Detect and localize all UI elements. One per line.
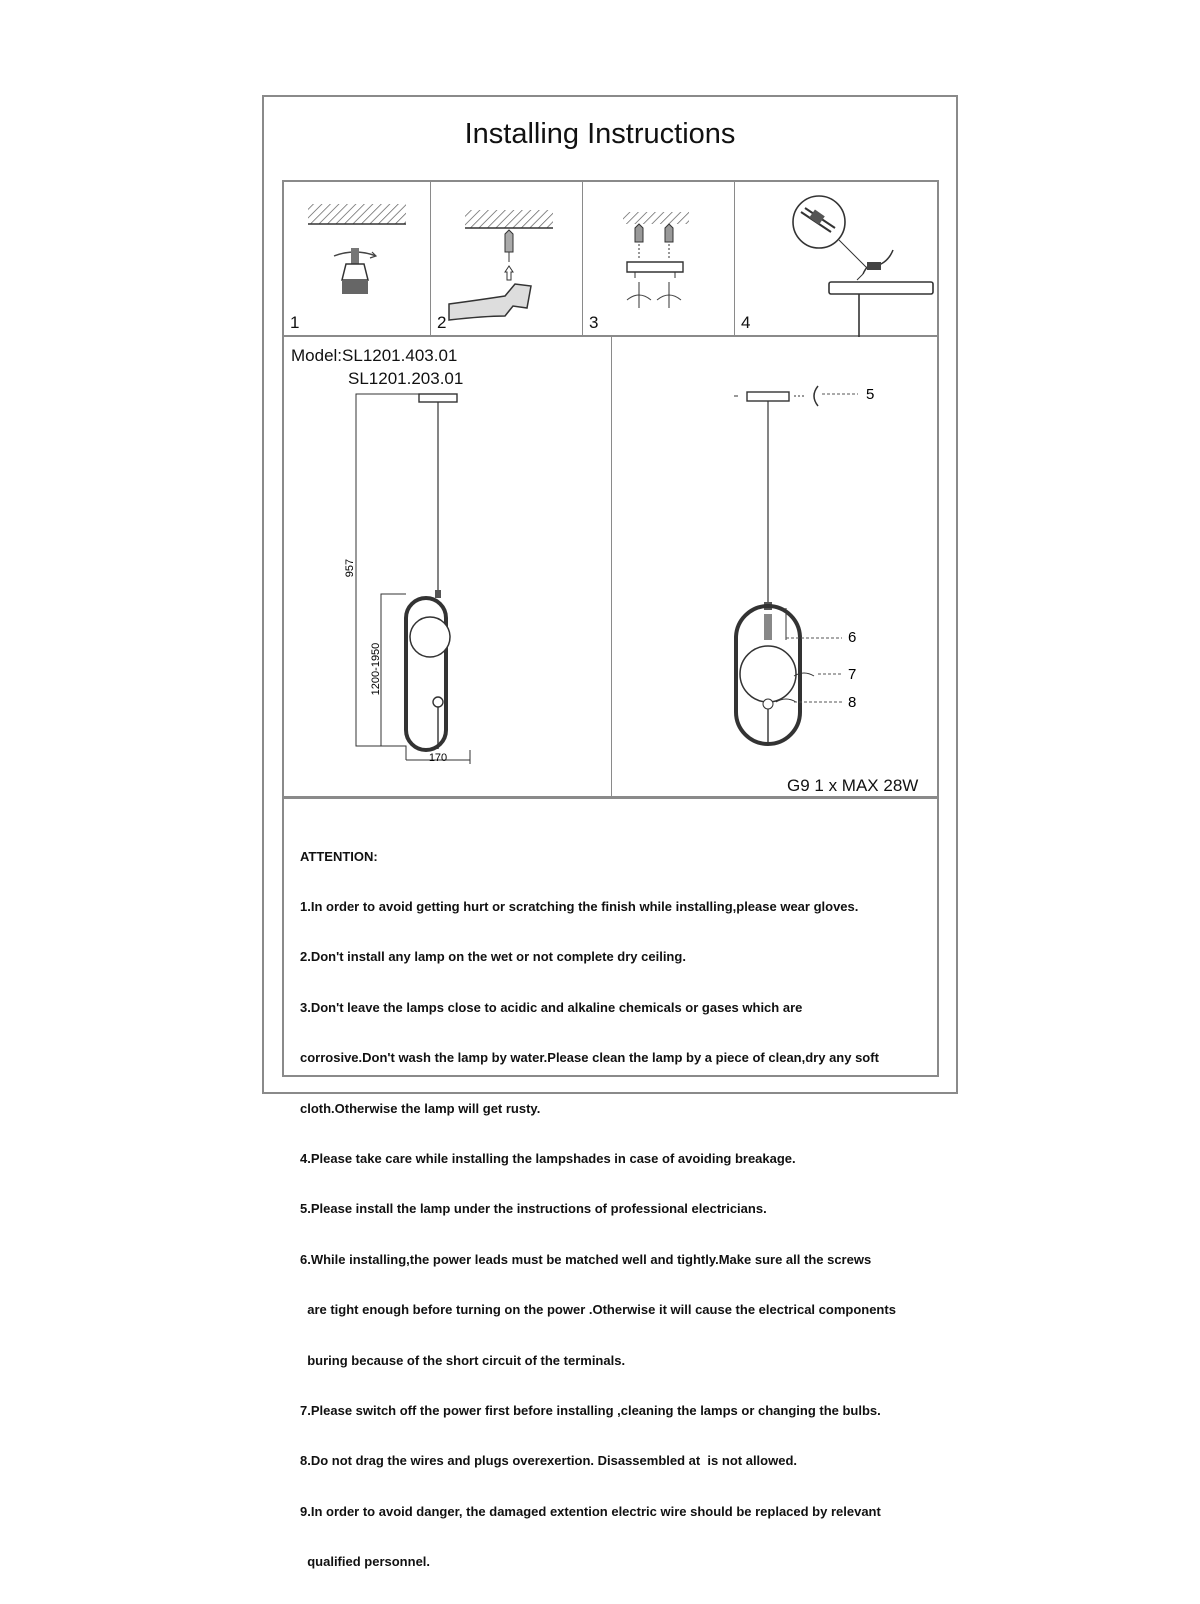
step-1-panel: [284, 182, 431, 335]
attention-line: qualified personnel.: [300, 1554, 431, 1570]
attention-line: 5.Please install the lamp under the instructions of professional electricians.: [300, 1201, 767, 1217]
attention-line: 9.In order to avoid danger, the damaged extention electric wire should be replaced by relevant: [300, 1503, 881, 1519]
step-number: 1: [290, 313, 300, 332]
globe-shade: [410, 617, 450, 657]
callout-5: 5: [866, 386, 875, 403]
step-2-panel: [431, 182, 583, 335]
step-4-panel: [735, 182, 937, 335]
hammer-anchor-icon: [431, 182, 583, 337]
step-number: 2: [437, 313, 447, 332]
model-number: Model:SL1201.403.01: [291, 346, 458, 365]
canopy-shape: [419, 394, 457, 402]
attention-line: are tight enough before turning on the power .Otherwise it will cause the electrical components: [300, 1302, 896, 1318]
attention-line: 8.Do not drag the wires and plugs overexertion. Disassembled at is not allowed.: [300, 1453, 798, 1469]
attention-line: 6.While installing,the power leads must be matched well and tightly.Make sure all the screws: [300, 1251, 872, 1267]
attention-line: 3.Don't leave the lamps close to acidic and alkaline chemicals or gases which are: [300, 999, 803, 1015]
attention-text: [300, 815, 896, 1604]
callout-8: 8: [848, 694, 857, 711]
wire-connect-icon: [735, 182, 937, 337]
unscrew-canopy-icon: [284, 182, 431, 337]
attention-line: 7.Please switch off the power first before installing ,cleaning the lamps or changing the bulbs.: [300, 1402, 881, 1418]
attention-line: cloth.Otherwise the lamp will get rusty.: [300, 1100, 541, 1116]
dim-height-range: 1200-1950: [370, 642, 382, 696]
dim-width: 170: [428, 752, 448, 764]
attention-line: buring because of the short circuit of the terminals.: [300, 1352, 626, 1368]
attention-line: 2.Don't install any lamp on the wet or not complete dry ceiling.: [300, 949, 686, 965]
bulb-spec: G9 1 x MAX 28W: [787, 776, 919, 795]
dim-cable-length: 957: [344, 558, 356, 578]
page-title: Installing Instructions: [464, 118, 736, 150]
attention-heading: ATTENTION:: [300, 848, 378, 864]
step-number: 3: [589, 313, 599, 332]
step-3-panel: [583, 182, 735, 335]
mount-bracket-icon: [583, 182, 735, 337]
steps-strip: [282, 180, 939, 337]
step-number: 4: [741, 313, 751, 332]
attention-line: 4.Please take care while installing the lampshades in case of avoiding breakage.: [300, 1150, 796, 1166]
callout-6: 6: [848, 629, 857, 646]
attention-box: [282, 797, 939, 1570]
model-number-alt: SL1201.203.01: [348, 369, 464, 388]
callout-7: 7: [848, 666, 857, 683]
dimension-drawing: [282, 336, 939, 798]
attention-line: corrosive.Don't wash the lamp by water.Please clean the lamp by a piece of clean,dry any soft: [300, 1050, 879, 1066]
attention-line: 1.In order to avoid getting hurt or scratching the finish while installing,please wear gloves.: [300, 898, 859, 914]
